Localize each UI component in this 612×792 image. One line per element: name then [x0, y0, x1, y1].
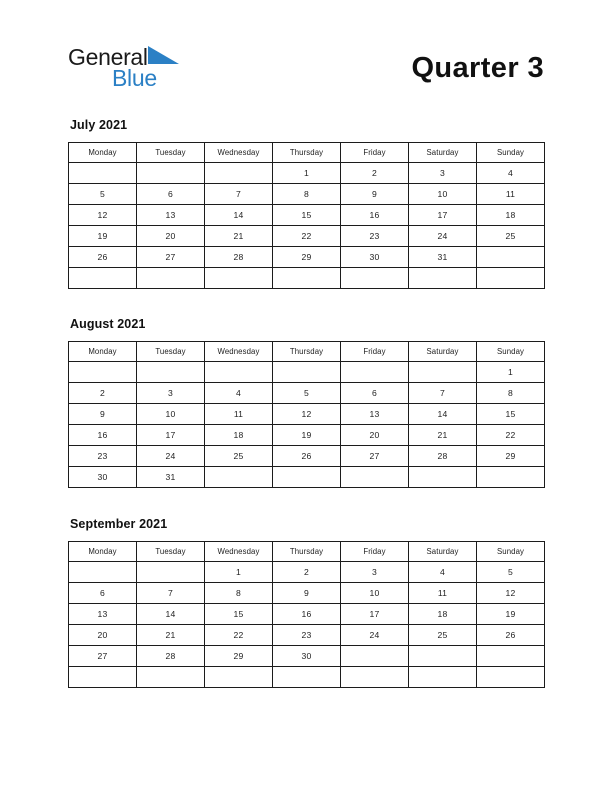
calendar-day-cell[interactable]: 7 [205, 184, 273, 205]
calendar-day-cell[interactable]: 4 [477, 163, 545, 184]
calendar-day-cell[interactable]: 14 [137, 604, 205, 625]
month-heading: July 2021 [70, 118, 128, 132]
calendar-week-row [69, 184, 545, 205]
calendar-day-cell[interactable]: 12 [477, 583, 545, 604]
calendar-day-cell-empty [69, 268, 137, 289]
calendar-day-cell[interactable]: 19 [69, 226, 137, 247]
weekday-header-wednesday: Wednesday [205, 542, 273, 562]
calendar-day-cell[interactable]: 12 [273, 404, 341, 425]
calendar-day-cell[interactable]: 27 [137, 247, 205, 268]
calendar-day-cell[interactable]: 11 [205, 404, 273, 425]
calendar-week-row [69, 562, 545, 583]
calendar-day-cell[interactable]: 26 [69, 247, 137, 268]
calendar-day-cell[interactable]: 13 [69, 604, 137, 625]
calendar-day-cell[interactable]: 27 [69, 646, 137, 667]
calendar-day-cell[interactable]: 12 [69, 205, 137, 226]
calendar-body [69, 362, 545, 488]
calendar-day-cell-empty [477, 467, 545, 488]
weekday-header-monday: Monday [69, 342, 137, 362]
weekday-header-thursday: Thursday [273, 143, 341, 163]
calendar-day-cell[interactable]: 2 [69, 383, 137, 404]
calendar-day-cell[interactable]: 21 [409, 425, 477, 446]
weekday-header-saturday: Saturday [409, 342, 477, 362]
calendar-day-cell[interactable]: 26 [273, 446, 341, 467]
calendar-week-row [69, 646, 545, 667]
weekday-header-tuesday: Tuesday [137, 342, 205, 362]
calendar-day-cell-empty [477, 247, 545, 268]
weekday-header-sunday: Sunday [477, 542, 545, 562]
calendar-day-cell-empty [477, 268, 545, 289]
calendar-day-cell-empty [341, 268, 409, 289]
calendar-day-cell[interactable]: 18 [205, 425, 273, 446]
calendar-week-row [69, 362, 545, 383]
calendar-day-cell-empty [137, 362, 205, 383]
calendar-day-cell[interactable]: 1 [477, 362, 545, 383]
calendar-day-cell[interactable]: 20 [69, 625, 137, 646]
calendar-day-cell[interactable]: 15 [273, 205, 341, 226]
calendar-day-cell[interactable]: 20 [341, 425, 409, 446]
calendar-day-cell-empty [409, 667, 477, 688]
calendar-day-cell[interactable]: 8 [477, 383, 545, 404]
calendar-day-cell-empty [205, 467, 273, 488]
calendar-day-cell[interactable]: 29 [273, 247, 341, 268]
calendar-day-cell-empty [205, 362, 273, 383]
calendar-day-cell[interactable]: 7 [409, 383, 477, 404]
calendar-day-cell[interactable]: 19 [477, 604, 545, 625]
calendar-day-cell[interactable]: 15 [205, 604, 273, 625]
month-block-september [68, 517, 544, 688]
calendar-day-cell[interactable]: 21 [205, 226, 273, 247]
calendar-day-cell[interactable]: 24 [137, 446, 205, 467]
calendar-day-cell[interactable]: 5 [477, 562, 545, 583]
weekday-header-saturday: Saturday [409, 143, 477, 163]
weekday-header-friday: Friday [341, 342, 409, 362]
calendar-day-cell[interactable]: 20 [137, 226, 205, 247]
calendar-day-cell[interactable]: 31 [137, 467, 205, 488]
calendar-day-cell[interactable]: 28 [409, 446, 477, 467]
weekday-header-friday: Friday [341, 143, 409, 163]
calendar-week-row [69, 226, 545, 247]
weekday-header-friday: Friday [341, 542, 409, 562]
calendar-day-cell[interactable]: 16 [273, 604, 341, 625]
weekday-header-sunday: Sunday [477, 143, 545, 163]
calendar-day-cell[interactable]: 6 [137, 184, 205, 205]
calendar-day-cell[interactable]: 17 [137, 425, 205, 446]
calendar-day-cell[interactable]: 16 [69, 425, 137, 446]
calendar-week-row [69, 583, 545, 604]
calendar-day-cell[interactable]: 6 [341, 383, 409, 404]
calendar-day-cell-empty [273, 268, 341, 289]
calendar-table-september [68, 541, 545, 688]
calendar-day-cell[interactable]: 28 [205, 247, 273, 268]
calendar-day-cell[interactable]: 10 [341, 583, 409, 604]
calendar-day-cell[interactable]: 17 [341, 604, 409, 625]
weekday-header-monday: Monday [69, 542, 137, 562]
calendar-day-cell[interactable]: 23 [273, 625, 341, 646]
calendar-day-cell[interactable]: 13 [341, 404, 409, 425]
calendar-day-cell[interactable]: 4 [409, 562, 477, 583]
calendar-day-cell[interactable]: 13 [137, 205, 205, 226]
calendar-day-cell-empty [273, 467, 341, 488]
calendar-day-cell[interactable]: 11 [477, 184, 545, 205]
weekday-header-sunday: Sunday [477, 342, 545, 362]
calendar-day-cell[interactable]: 22 [273, 226, 341, 247]
calendar-week-row [69, 425, 545, 446]
calendar-day-cell[interactable]: 24 [341, 625, 409, 646]
calendar-day-cell[interactable]: 27 [341, 446, 409, 467]
weekday-header-thursday: Thursday [273, 542, 341, 562]
calendar-day-cell-empty [341, 646, 409, 667]
calendar-day-cell[interactable]: 21 [137, 625, 205, 646]
calendar-week-row [69, 625, 545, 646]
calendar-week-row [69, 383, 545, 404]
calendar-week-row [69, 604, 545, 625]
calendar-day-cell-empty [69, 362, 137, 383]
calendar-day-cell[interactable]: 17 [409, 205, 477, 226]
month-heading: September 2021 [70, 517, 168, 531]
weekday-header-row [69, 342, 545, 362]
calendar-table-august [68, 341, 545, 488]
calendar-day-cell[interactable]: 18 [409, 604, 477, 625]
calendar-day-cell[interactable]: 16 [341, 205, 409, 226]
month-block-august [68, 317, 544, 488]
calendar-day-cell-empty [409, 268, 477, 289]
calendar-day-cell[interactable]: 24 [409, 226, 477, 247]
calendar-day-cell[interactable]: 23 [341, 226, 409, 247]
calendar-day-cell-empty [341, 667, 409, 688]
calendar-week-row [69, 467, 545, 488]
weekday-header-row [69, 143, 545, 163]
calendar-day-cell-empty [409, 467, 477, 488]
calendar-day-cell-empty [137, 562, 205, 583]
calendar-week-row [69, 247, 545, 268]
calendar-day-cell[interactable]: 25 [409, 625, 477, 646]
calendar-day-cell-empty [273, 362, 341, 383]
calendar-day-cell[interactable]: 25 [205, 446, 273, 467]
logo-top-row [68, 44, 243, 70]
page-title: Quarter 3 [411, 52, 544, 84]
calendar-day-cell[interactable]: 18 [477, 205, 545, 226]
calendar-day-cell-empty [69, 163, 137, 184]
calendar-day-cell[interactable]: 30 [273, 646, 341, 667]
calendar-day-cell[interactable]: 5 [273, 383, 341, 404]
calendar-day-cell[interactable]: 19 [273, 425, 341, 446]
calendar-day-cell-empty [205, 163, 273, 184]
calendar-day-cell-empty [137, 163, 205, 184]
calendar-day-cell[interactable]: 25 [477, 226, 545, 247]
calendar-table-july [68, 142, 545, 289]
weekday-header-monday: Monday [69, 143, 137, 163]
month-heading: August 2021 [70, 317, 146, 331]
calendar-day-cell[interactable]: 1 [205, 562, 273, 583]
calendar-day-cell-empty [409, 646, 477, 667]
general-blue-logo[interactable] [68, 44, 243, 100]
calendar-day-cell[interactable]: 2 [341, 163, 409, 184]
weekday-header-wednesday: Wednesday [205, 342, 273, 362]
calendar-day-cell[interactable]: 15 [477, 404, 545, 425]
calendar-day-cell[interactable]: 11 [409, 583, 477, 604]
calendar-day-cell[interactable]: 14 [409, 404, 477, 425]
calendar-day-cell-empty [137, 667, 205, 688]
calendar-day-cell-empty [273, 667, 341, 688]
calendar-day-cell[interactable]: 8 [273, 184, 341, 205]
weekday-header-thursday: Thursday [273, 342, 341, 362]
calendar-week-row [69, 163, 545, 184]
calendar-day-cell[interactable]: 10 [137, 404, 205, 425]
calendar-day-cell[interactable]: 30 [69, 467, 137, 488]
calendar-day-cell[interactable]: 9 [341, 184, 409, 205]
calendar-day-cell[interactable]: 14 [205, 205, 273, 226]
calendar-day-cell[interactable]: 29 [477, 446, 545, 467]
calendar-day-cell-empty [477, 667, 545, 688]
calendar-day-cell-empty [341, 362, 409, 383]
logo-triangle-icon [146, 45, 180, 74]
calendar-day-cell-empty [69, 562, 137, 583]
calendar-day-cell[interactable]: 3 [137, 383, 205, 404]
calendar-week-row [69, 446, 545, 467]
calendar-day-cell[interactable]: 4 [205, 383, 273, 404]
logo-text-general: General [68, 44, 148, 70]
calendar-day-cell[interactable]: 22 [205, 625, 273, 646]
calendar-day-cell[interactable]: 1 [273, 163, 341, 184]
calendar-day-cell[interactable]: 8 [205, 583, 273, 604]
calendar-week-row [69, 404, 545, 425]
calendar-week-row [69, 268, 545, 289]
calendar-day-cell[interactable]: 22 [477, 425, 545, 446]
calendar-day-cell[interactable]: 28 [137, 646, 205, 667]
calendar-day-cell[interactable]: 30 [341, 247, 409, 268]
calendar-day-cell-empty [69, 667, 137, 688]
calendar-day-cell[interactable]: 3 [341, 562, 409, 583]
calendar-day-cell[interactable]: 9 [273, 583, 341, 604]
calendar-week-row [69, 205, 545, 226]
calendar-day-cell[interactable]: 31 [409, 247, 477, 268]
calendar-day-cell-empty [205, 667, 273, 688]
calendar-week-row [69, 667, 545, 688]
calendar-body [69, 562, 545, 688]
calendar-day-cell[interactable]: 5 [69, 184, 137, 205]
weekday-header-wednesday: Wednesday [205, 143, 273, 163]
calendar-day-cell[interactable]: 23 [69, 446, 137, 467]
calendar-day-cell[interactable]: 2 [273, 562, 341, 583]
calendar-day-cell[interactable]: 7 [137, 583, 205, 604]
calendar-day-cell[interactable]: 29 [205, 646, 273, 667]
calendar-day-cell[interactable]: 10 [409, 184, 477, 205]
calendar-day-cell-empty [409, 362, 477, 383]
weekday-header-tuesday: Tuesday [137, 542, 205, 562]
calendar-day-cell[interactable]: 6 [69, 583, 137, 604]
calendar-day-cell-empty [205, 268, 273, 289]
month-block-july [68, 118, 544, 289]
logo-text-blue: Blue [112, 65, 157, 91]
calendar-day-cell-empty [137, 268, 205, 289]
calendar-day-cell[interactable]: 3 [409, 163, 477, 184]
weekday-header-row [69, 542, 545, 562]
calendar-body [69, 163, 545, 289]
calendar-day-cell[interactable]: 9 [69, 404, 137, 425]
calendar-day-cell-empty [341, 467, 409, 488]
calendar-day-cell[interactable]: 26 [477, 625, 545, 646]
calendar-day-cell-empty [477, 646, 545, 667]
weekday-header-tuesday: Tuesday [137, 143, 205, 163]
page-header [68, 44, 544, 104]
weekday-header-saturday: Saturday [409, 542, 477, 562]
